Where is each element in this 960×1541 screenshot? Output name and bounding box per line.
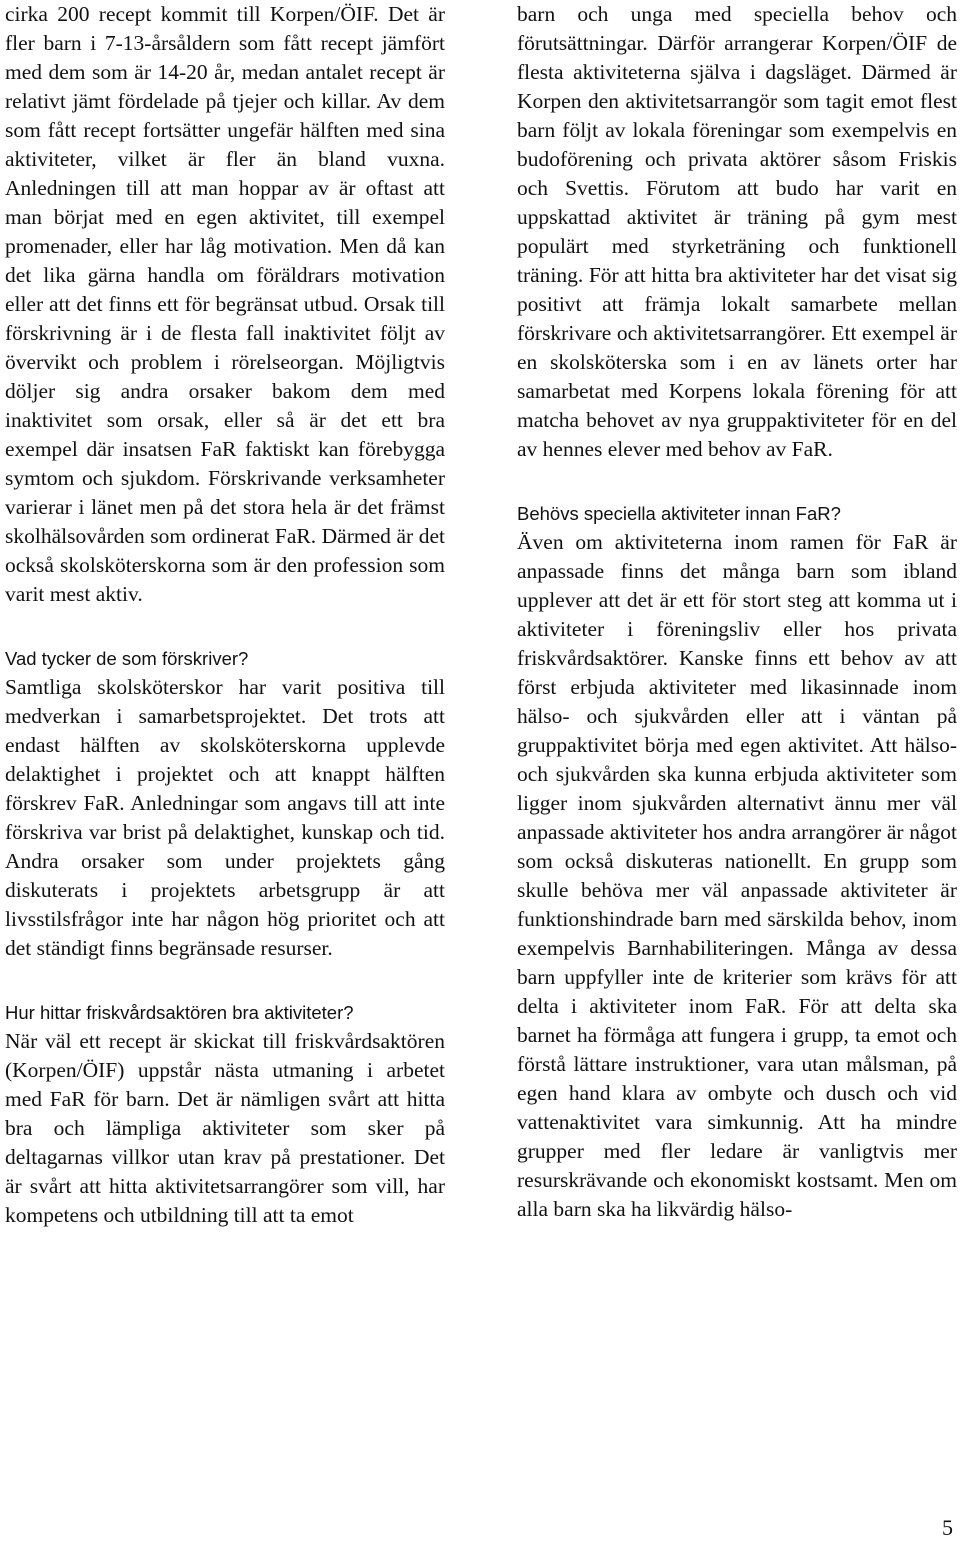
page-number: 5 xyxy=(942,1515,953,1540)
heading-behovs-speciella: Behövs speciella aktiviteter innan FaR? xyxy=(517,503,841,524)
left-paragraph-2: Samtliga skolsköterskor har varit positiva till medverkan i samarbetsprojektet. Det trots att endast hälften av skolsköterskorna upplevde delaktighet i projektet och att knappt hälften förskrev FaR. Anledningar som angavs till att inte förskriva var brist på delaktighet, kunskap och tid. Andra orsaker som under projektets gång diskuterats i projektets arbetsgrupp är att livsstilsfrågor inte har någon hög prioritet och att det ständigt finns begränsade resurser. xyxy=(5,675,445,960)
right-paragraph-2: Även om aktiviteterna inom ramen för FaR är anpassade finns det många barn som ibland upplever att det är ett för stort steg att komma ut i aktiviteter i föreningsliv eller hos privata friskvårdsaktörer. Kanske finns ett behov av att först erbjuda aktiviteter med likasinnade inom hälso- och sjukvården eller att i väntan på gruppaktivitet börja med egen aktivitet. Att hälso- och sjukvården ska kunna erbjuda aktiviteter som ligger inom sjukvården alternativt ännu mer väl anpassade aktiviteter hos andra arrangörer är något som också diskuteras nationellt. En grupp som skulle behöva mer väl anpassade aktiviteter är funktionshindrade barn med särskilda behov, inom exempelvis Barnhabiliteringen. Många av dessa barn uppfyller inte de kriterier som krävs för att delta i aktiviteter inom FaR. För att delta ska barnet ha förmåga att fungera i grupp, ta emot och förstå lättare instruktioner, vara utan målsman, på egen hand klara av ombyte och dusch och vid vattenaktivitet vara simkunnig. Att ha mindre grupper med fler ledare är vanligtvis mer resurskrävande och ekonomiskt kostsamt. Men om alla barn ska ha likvärdig hälso- xyxy=(517,530,957,1221)
spacer xyxy=(517,464,957,499)
left-paragraph-1: cirka 200 recept kommit till Korpen/ÖIF. Det är fler barn i 7-13-årsåldern som fått recept jämfört med dem som är 14-20 år, medan antalet recept är relativt jämt fördelade på tjejer och killar. Av dem som fått recept fortsätter ungefär hälften med sina aktiviteter, vilket är fler än bland vuxna. Anledningen till att man hoppar av är oftast att man börjat med en egen aktivitet, till exempel promenader, eller har låg motivation. Men då kan det lika gärna handla om föräldrars motivation eller att det finns ett för begränsat utbud. Orsak till förskrivning är i de flesta fall inaktivitet följt av övervikt och problem i rörelseorgan. Möjligtvis döljer sig andra orsaker bakom dem med inaktivitet som orsak, eller så är det ett bra exempel där insatsen FaR faktiskt kan förebygga symtom och sjukdom. Förskrivande verksamheter varierar i länet men på det stora hela är det främst skolhälsovården som ordinerat FaR. Därmed är det också skolsköterskorna som är den profession som varit mest aktiv. xyxy=(5,2,445,606)
right-column xyxy=(517,0,957,1224)
left-column xyxy=(5,0,445,1230)
left-paragraph-3: När väl ett recept är skickat till friskvårdsaktören (Korpen/ÖIF) uppstår nästa utmaning i arbetet med FaR för barn. Det är nämligen svårt att hitta bra och lämpliga aktiviteter som sker på deltagarnas villkor utan krav på prestationer. Det är svårt att hitta aktivitetsarrangörer som vill, har kompetens och utbildning till att ta emot xyxy=(5,1029,445,1227)
heading-hur-hittar: Hur hittar friskvårdsaktören bra aktiviteter? xyxy=(5,1002,354,1023)
spacer xyxy=(5,609,445,644)
heading-vad-tycker: Vad tycker de som förskriver? xyxy=(5,648,249,669)
right-paragraph-1: barn och unga med speciella behov och förutsättningar. Därför arrangerar Korpen/ÖIF de flesta aktiviteterna själva i dagsläget. Därmed är Korpen den aktivitetsarrangör som tagit emot flest barn följt av lokala föreningar som exempelvis en budoförening och privata aktörer såsom Friskis och Svettis. Förutom att budo har varit en uppskattad aktivitet är träning på gym mest populärt med styrketräning och funktionell träning. För att hitta bra aktiviteter har det visat sig positivt att främja lokalt samarbete mellan förskrivare och aktivitetsarrangörer. Ett exempel är en skolsköterska som i en av länets orter har samarbetat med Korpens lokala förening för att matcha behovet av nya gruppaktiviteter för en del av hennes elever med behov av FaR. xyxy=(517,2,957,461)
spacer xyxy=(5,963,445,998)
